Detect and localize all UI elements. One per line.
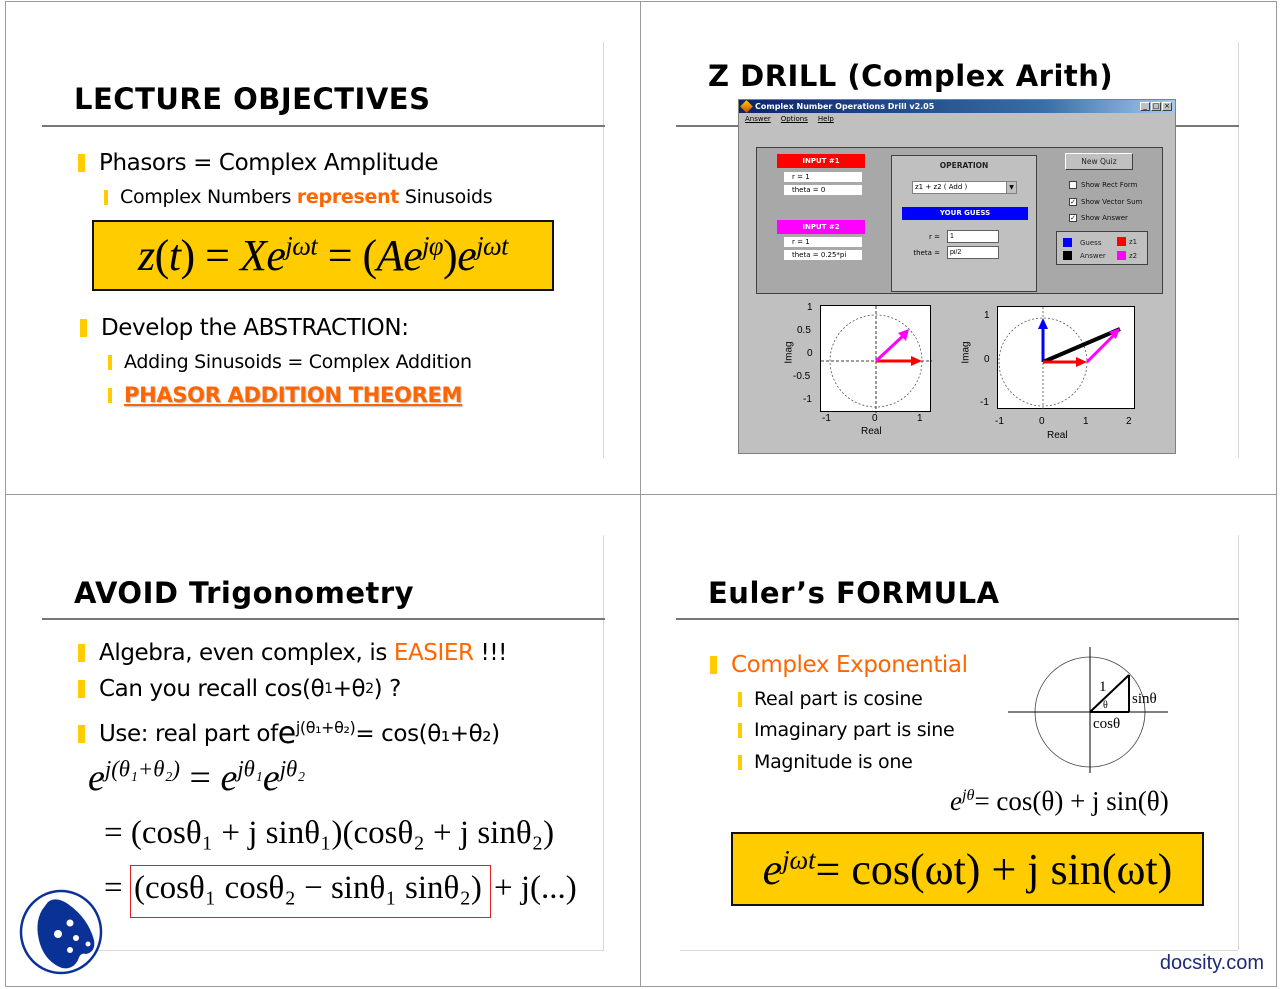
input2-theta: theta = 0.25*pi: [784, 250, 862, 260]
bullet-marker: [78, 725, 85, 743]
menu-options[interactable]: Options: [780, 115, 808, 123]
checkbox-show-rect-form[interactable]: Show Rect Form: [1069, 181, 1137, 189]
guess-theta-input[interactable]: [947, 246, 999, 259]
phasor-plot-1: [821, 306, 932, 413]
input1-theta: theta = 0: [784, 185, 862, 195]
slide-title: Euler’s FORMULA: [708, 576, 1000, 610]
svg-text:cosθ: cosθ: [1093, 716, 1121, 732]
imaginary-remainder: + j(...): [494, 870, 577, 906]
real-part-equation: =: [104, 870, 123, 906]
sub-bullet-represent: Complex Numbers represent Sinusoids: [104, 186, 492, 208]
minimize-button[interactable]: _: [1140, 102, 1150, 111]
university-logo-icon: [18, 888, 106, 976]
sub-bullet-adding: Adding Sinusoids = Complex Addition: [108, 351, 472, 373]
bullet-marker: [108, 388, 112, 403]
bullet-marker: [78, 644, 85, 662]
bullet-recall: Can you recall cos(θ 1 +θ 2 ) ?: [78, 676, 401, 702]
euler-formula-omega: $e^{j\omega t}= \cos(\omega t) + j$ sin(ωt): [762, 843, 1173, 894]
matlab-drill-window: Complex Number Operations Drill v2.05 _ □ × Answer Options Help INPUT #1 r = 1 theta = 0 INPUT #2 r = 1 theta = 0.25*pi OPERATION z1 + z2 ( Add ) ▼ YOUR GUESS r = 1 theta = pi/2 New Quiz Show Rect Form ✓ Show Vector Sum ✓ Show Answer Guess z1 Answer z2 Imag 1 0.5 0 -0.5 -1 -1 0 1 Real Imag 1 0 -1 -1 0 1 2 Real: [738, 99, 1176, 454]
chevron-down-icon: ▼: [1006, 182, 1016, 193]
sub-bullet-theorem: [108, 383, 462, 407]
euler-formula-box: [731, 832, 1204, 906]
euler-formula-theta: $e^{j\theta}= \cos(\theta) + j$ sin(θ): [950, 786, 1169, 816]
matlab-logo-icon: [740, 100, 753, 113]
slide-title: LECTURE OBJECTIVES: [74, 82, 431, 116]
checkbox-show-vector-sum[interactable]: ✓ Show Vector Sum: [1070, 198, 1143, 206]
bullet-marker: [78, 680, 85, 698]
control-panel: [756, 147, 1163, 294]
guess-r-input[interactable]: [947, 230, 999, 243]
new-quiz-button[interactable]: New Quiz: [1065, 153, 1133, 170]
horizontal-divider: [5, 494, 1277, 495]
operation-box: OPERATION z1 + z2 ( Add ) ▼ YOUR GUESS r = 1 theta = pi/2: [891, 155, 1037, 292]
bullet-algebra: Algebra, even complex, is EASIER !!!: [78, 640, 507, 666]
svg-text:1: 1: [1099, 679, 1107, 695]
menu-bar: [739, 113, 1175, 125]
sub-bullet-real-part: Real part is cosine: [738, 688, 923, 710]
bullet-marker: [104, 190, 108, 205]
title-rule: [676, 618, 1239, 620]
expansion-equation: = (cosθ₁ + j sinθ₁)(cosθ₂ + j sinθ₂): [104, 815, 555, 851]
input2-r: r = 1: [784, 237, 862, 247]
slide-edge: [603, 42, 604, 458]
slide-edge: [603, 535, 604, 950]
bullet-complex-exponential: Complex Exponential: [710, 652, 968, 678]
bullet-abstraction: Develop the ABSTRACTION:: [80, 315, 409, 341]
bullet-marker: [738, 723, 742, 738]
maximize-button[interactable]: □: [1152, 102, 1160, 110]
bullet-marker: [738, 755, 742, 770]
slide-title: AVOID Trigonometry: [74, 576, 415, 610]
sub-bullet-magnitude: Magnitude is one: [738, 751, 912, 773]
sub-bullet-imaginary-part: Imaginary part is sine: [738, 719, 954, 741]
phasor-formula: $z(t) = Xe^{j\omega t} = (Ae^{j\varphi})e^{j\omega t}$: [137, 230, 509, 280]
phasor-addition-theorem-link[interactable]: PHASOR ADDITION THEOREM: [124, 383, 463, 407]
docsity-watermark[interactable]: docsity.com: [1159, 952, 1264, 974]
bullet-phasors: Phasors = Complex Amplitude: [78, 150, 438, 176]
slide-edge: [42, 950, 604, 951]
input2-label: INPUT #2: [777, 220, 865, 234]
input1-label: INPUT #1: [777, 154, 865, 168]
plot-vector-sum: [997, 306, 1135, 409]
menu-answer[interactable]: Answer: [745, 115, 771, 123]
window-titlebar: Complex Number Operations Drill v2.05 _ □ ×: [739, 100, 1175, 113]
menu-help[interactable]: Help: [817, 115, 834, 123]
svg-text:θ: θ: [1103, 700, 1108, 711]
slide-edge: [680, 950, 1238, 951]
bullet-marker: [108, 355, 112, 370]
svg-text:sinθ: sinθ: [1132, 691, 1157, 707]
slide-edge: [1238, 42, 1239, 458]
phasor-formula-box: [92, 220, 554, 291]
unit-circle-diagram: [1005, 645, 1170, 775]
bullet-marker: [80, 319, 87, 337]
close-button[interactable]: ×: [1162, 102, 1172, 111]
bullet-marker: [710, 656, 717, 674]
slide-title: Z DRILL (Complex Arith): [708, 59, 1114, 93]
your-guess-label: YOUR GUESS: [902, 207, 1028, 220]
slide-edge: [1238, 535, 1239, 950]
highlight-easier: EASIER: [393, 640, 474, 666]
highlight-represent: represent: [296, 186, 400, 208]
phasor-plot-2: [998, 307, 1136, 410]
bullet-marker: [738, 692, 742, 707]
bullet-use-real-part: Use: real part of e $^{j(\theta_1+\theta_2)}$ = cos(θ₁+θ₂): [78, 716, 500, 751]
color-legend: Guess z1 Answer z2: [1056, 231, 1148, 265]
plot-inputs: [820, 305, 931, 412]
title-rule: [42, 125, 605, 127]
bullet-marker: [78, 154, 85, 172]
checkbox-show-answer[interactable]: ✓ Show Answer: [1070, 214, 1128, 222]
real-part-expression: (cosθ₁ cosθ₂ − sinθ₁ sinθ₂): [134, 870, 482, 906]
title-rule: [42, 618, 605, 620]
operation-select[interactable]: z1 + z2 ( Add ) ▼: [912, 181, 1017, 194]
euler-product-equation: $e^{j(\theta_1+\theta_2)} = e^{j\theta_1}e^{j\theta_2}$: [88, 756, 306, 799]
input1-r: r = 1: [784, 172, 862, 182]
